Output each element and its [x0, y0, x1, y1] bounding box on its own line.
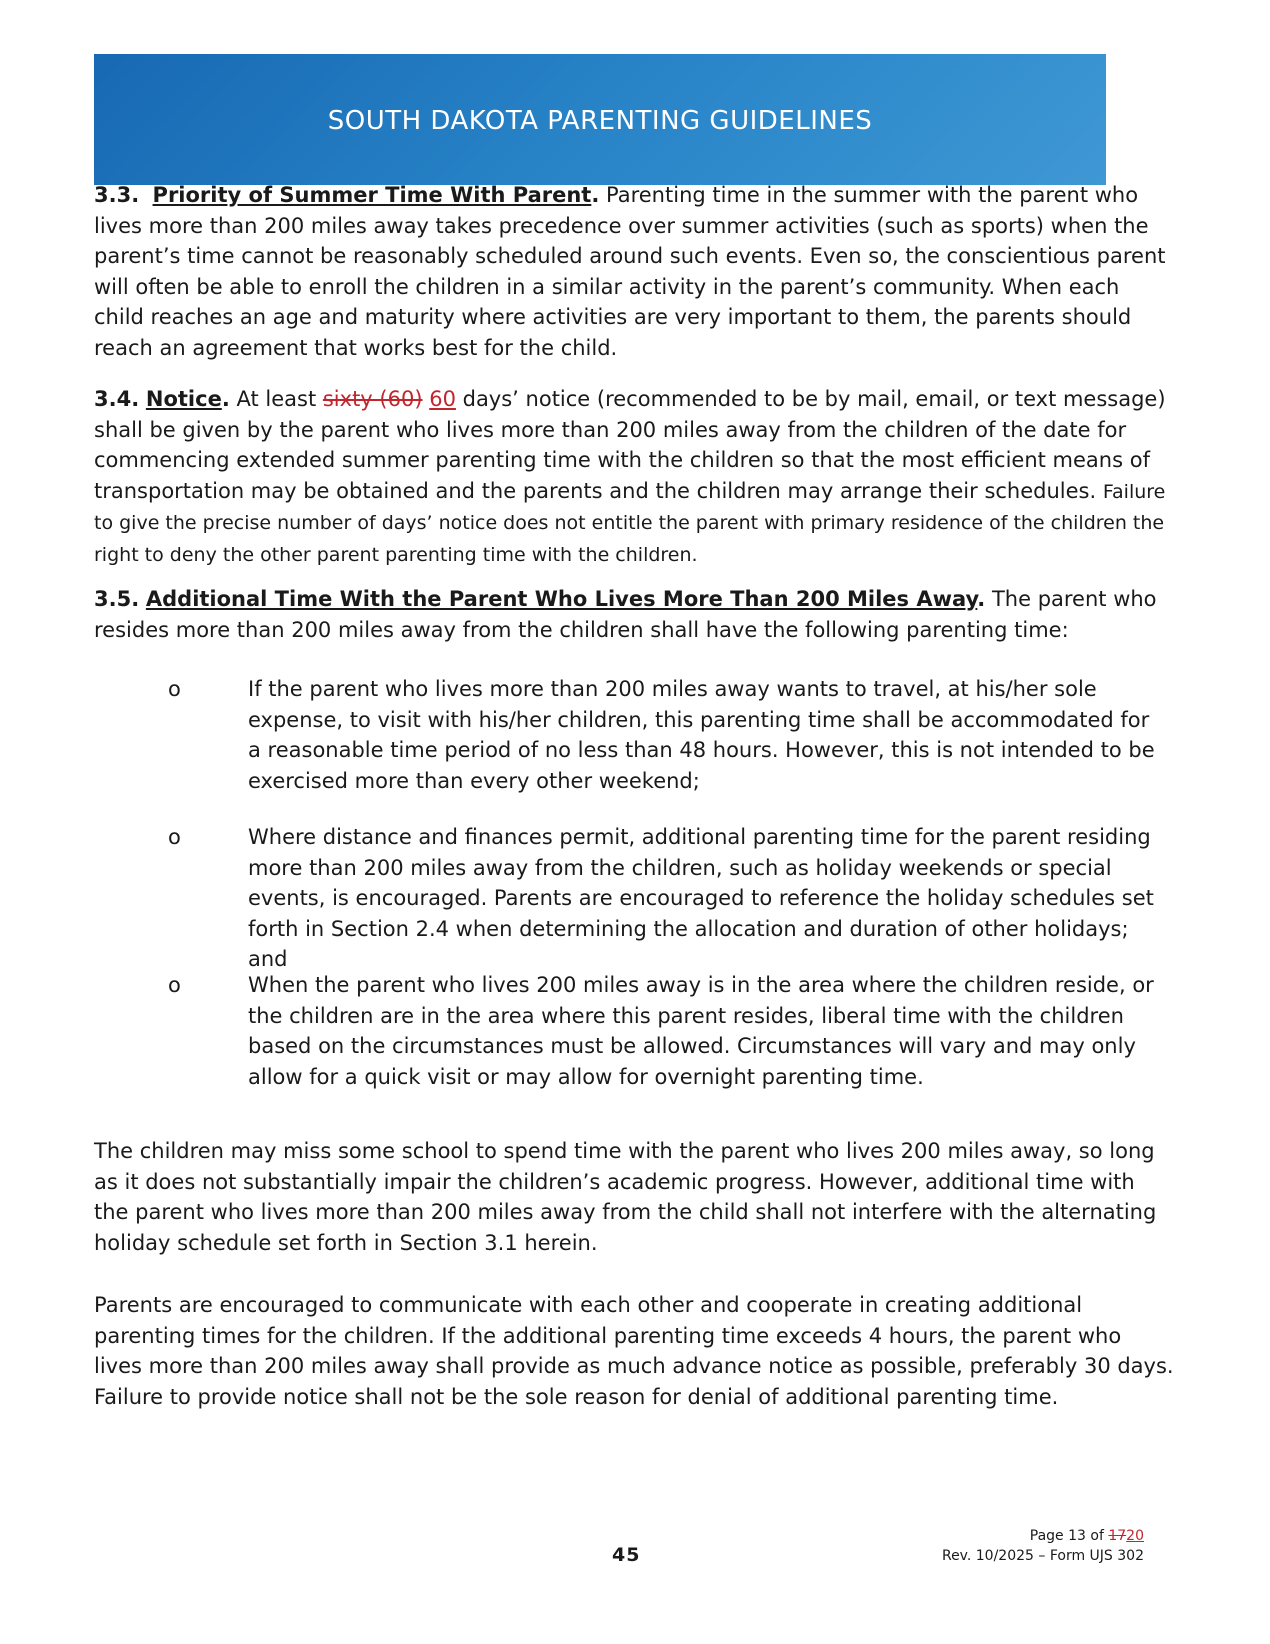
- bullet-text: If the parent who lives more than 200 miles away wants to travel, at his/her sole expense, to visit with his/her children, this parenting time shall be accommodated for a reasonable time period of no less than 48 hours. However, this is not intended to be exercised more than every other weekend;: [248, 677, 1155, 793]
- page-total-struck: 17: [1108, 1528, 1127, 1544]
- section-3-4: [94, 384, 1174, 570]
- footer-info: [942, 1526, 1144, 1566]
- header-banner: [94, 54, 1106, 185]
- page-number: 45: [612, 1544, 641, 1566]
- paragraph-school: The children may miss some school to spend time with the parent who lives 200 miles away, so long as it does not substantially impair the children’s academic progress. However, additional time with the parent who lives more than 200 miles away from the child shall not interfere with the alternating holiday schedule set forth in Section 3.1 herein.: [94, 1139, 1157, 1255]
- bullet-icon: o: [168, 973, 181, 997]
- section-number: 3.3.: [94, 183, 140, 207]
- section-3-5: [94, 584, 1174, 645]
- heading-period: .: [591, 183, 600, 207]
- document-title: SOUTH DAKOTA PARENTING GUIDELINES: [327, 106, 873, 136]
- inserted-text: 60: [429, 387, 456, 411]
- section-body: The parent who resides more than 200 miles away from the children shall have the following parenting time:: [94, 587, 1157, 642]
- bullet-text: Where distance and finances permit, additional parenting time for the parent residing more than 200 miles away from the children, such as holiday weekends or special events, is encouraged. Parents are encouraged to reference the holiday schedules set forth in Section 2.4 when determining the allocation and duration of other holidays; and: [248, 825, 1154, 971]
- section-body-pre: At least: [229, 387, 323, 411]
- page-label: Page 13 of: [1029, 1528, 1109, 1544]
- page-total-new: 20: [1126, 1528, 1144, 1544]
- section-heading: Notice: [145, 387, 222, 411]
- section-number: 3.4.: [94, 387, 140, 411]
- bullet-icon: o: [168, 825, 181, 849]
- page-count: [942, 1526, 1144, 1546]
- heading-period: .: [977, 587, 986, 611]
- bullet-text: When the parent who lives 200 miles away is in the area where the children reside, or the children are in the area where this parent resides, liberal time with the children based on the circumstances must be allowed. Circumstances will vary and may only allow for a quick visit or may allow for overnight parenting time.: [248, 973, 1154, 1089]
- section-heading: Additional Time With the Parent Who Lives More Than 200 Miles Away: [145, 587, 978, 611]
- section-number: 3.5.: [94, 587, 140, 611]
- section-heading: Priority of Summer Time With Parent: [152, 183, 592, 207]
- struck-text: sixty (60): [322, 387, 423, 411]
- section-3-3: [94, 180, 1174, 363]
- section-body-post: days’ notice (recommended to be by mail, email, or text message) shall be given by the parent who lives more than 200 miles away from the children of the date for commencing extended summer parenting time with the children so that the most efficient means of transportation may be obtained and the parents and the children may arrange their schedules.: [94, 387, 1166, 503]
- heading-period: .: [221, 387, 230, 411]
- paragraph-communicate: Parents are encouraged to communicate with each other and cooperate in creating additional parenting times for the children. If the additional parenting time exceeds 4 hours, the parent who lives more than 200 miles away shall provide as much advance notice as possible, preferably 30 days. Failure to provide notice shall not be the sole reason for denial of additional parenting time.: [94, 1293, 1174, 1409]
- section-body: Parenting time in the summer with the parent who lives more than 200 miles away takes precedence over summer activities (such as sports) when the parent’s time cannot be reasonably scheduled around such events. Even so, the conscientious parent will often be able to enroll the children in a similar activity in the parent’s community. When each child reaches an age and maturity where activities are very important to them, the parents should reach an agreement that works best for the child.: [94, 183, 1166, 360]
- revision-label: Rev. 10/2025 – Form UJS 302: [941, 1548, 1144, 1564]
- section-body-small: Failure to give the precise number of days’ notice does not entitle the parent with primary residence of the children the right to deny the other parent parenting time with the children.: [94, 480, 1166, 566]
- bullet-icon: o: [168, 677, 181, 701]
